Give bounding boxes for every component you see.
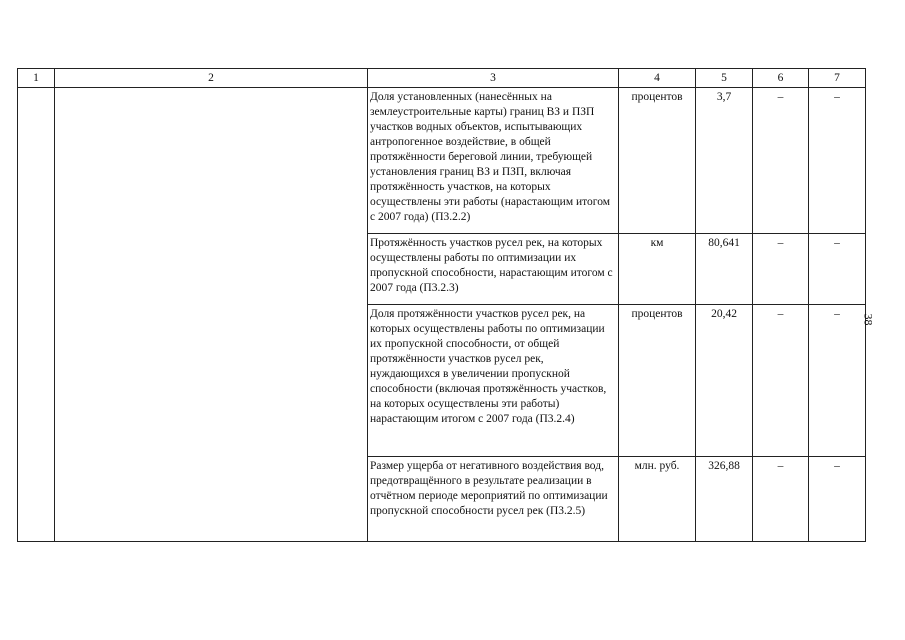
indicator-col6: –	[753, 88, 809, 234]
indicator-col7: –	[809, 234, 866, 305]
indicator-value: 20,42	[696, 305, 753, 457]
indicator-col7: –	[809, 305, 866, 457]
indicator-value: 3,7	[696, 88, 753, 234]
indicator-col6: –	[753, 234, 809, 305]
indicator-unit: процентов	[619, 88, 696, 234]
header-cell-4: 4	[619, 69, 696, 88]
indicator-description: Протяжённость участков русел рек, на которых осуществлены работы по оптимизации их пропускной способности, нарастающим итогом с 2007 года (П3.2.3)	[368, 234, 619, 305]
indicator-col7: –	[809, 88, 866, 234]
indicator-col6: –	[753, 457, 809, 542]
header-cell-7: 7	[809, 69, 866, 88]
header-cell-5: 5	[696, 69, 753, 88]
indicator-description: Доля установленных (нанесённых на землеустроительные карты) границ ВЗ и ПЗП участков водных объектов, испытывающих антропогенное воздействие, в общей протяжённости береговой линии, требующей установления границ ВЗ и ПЗП, включая протяжённость участков, на которых осуществлены эти работы (нарастающим итогом с 2007 года) (П3.2.2)	[368, 88, 619, 234]
header-cell-3: 3	[368, 69, 619, 88]
indicator-description: Размер ущерба от негативного воздействия вод, предотвращённого в результате реализации в отчётном периоде мероприятий по оптимизации пропускной способности русел рек (П3.2.5)	[368, 457, 619, 542]
indicator-unit: км	[619, 234, 696, 305]
empty-cell-col2	[55, 88, 368, 542]
indicator-col6: –	[753, 305, 809, 457]
header-cell-2: 2	[55, 69, 368, 88]
indicator-unit: млн. руб.	[619, 457, 696, 542]
table-row	[18, 88, 866, 234]
indicator-description: Доля протяжённости участков русел рек, на которых осуществлены работы по оптимизации их пропускной способности, от общей протяжённости участков русел рек, нуждающихся в увеличении пропускной способности (включая протяжённость участков, на которых осуществлены эти работы) нарастающим итогом с 2007 года (П3.2.4)	[368, 305, 619, 457]
header-cell-6: 6	[753, 69, 809, 88]
header-cell-1: 1	[18, 69, 55, 88]
indicators-table	[17, 68, 866, 542]
indicator-unit: процентов	[619, 305, 696, 457]
indicator-value: 326,88	[696, 457, 753, 542]
empty-cell-col1	[18, 88, 55, 542]
indicator-col7: –	[809, 457, 866, 542]
header-row	[18, 69, 866, 88]
page-number: 38	[861, 313, 876, 326]
indicator-value: 80,641	[696, 234, 753, 305]
